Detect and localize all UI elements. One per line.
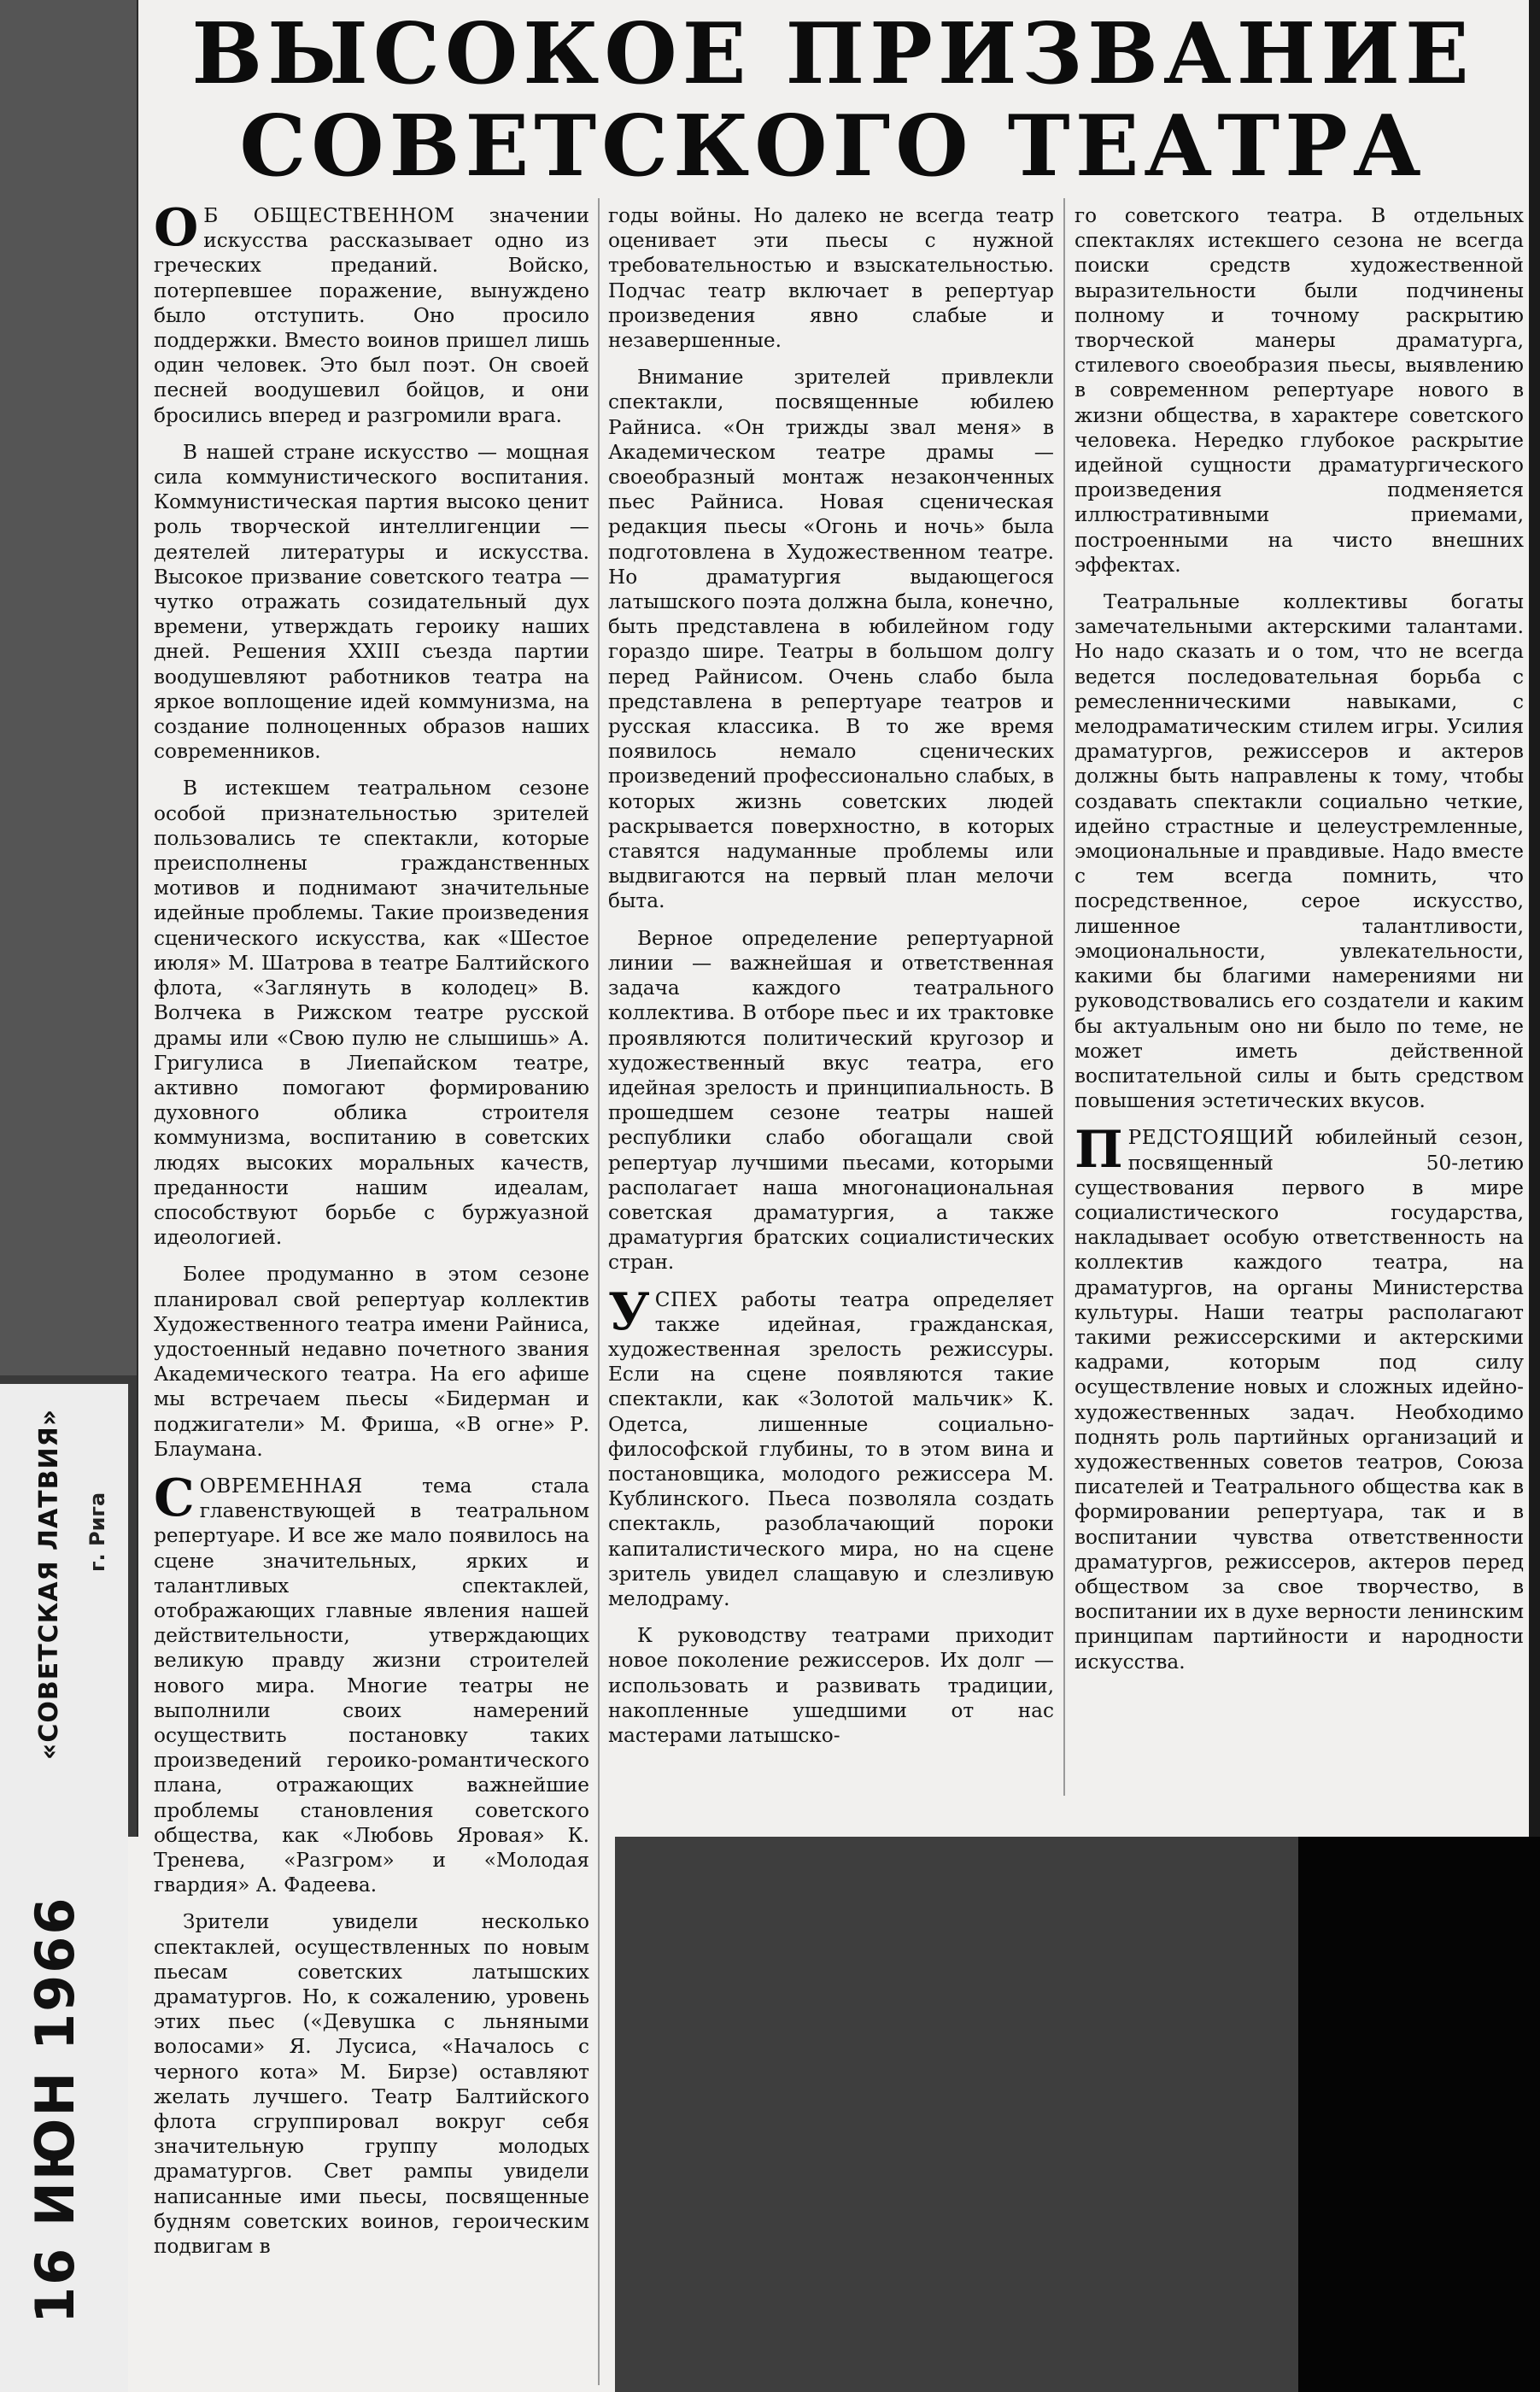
article-paragraph	[1074, 1120, 1524, 1674]
article-paragraph	[154, 1909, 589, 2259]
column-rule	[598, 198, 600, 2385]
article-paragraph	[608, 926, 1054, 1275]
lead-in-caps: СПЕХ	[654, 1287, 718, 1311]
drop-cap: О	[154, 198, 199, 258]
lead-in-caps: РЕДСТОЯЩИЙ	[1127, 1126, 1294, 1150]
article-paragraph	[154, 776, 589, 1250]
column-rule	[1063, 198, 1065, 1796]
scan-background-left-upper	[0, 0, 137, 1375]
article-paragraph	[154, 1468, 589, 1897]
paragraph-text: Зрители увидели несколько спектаклей, осуществленных по новым пьесам советских латышских драматургов. Но, к сожалению, уровень этих пьес («Девушка с льняными волосами» Я. Лусиса, «Началось с черного кота» М. Бирзе) оставляют желать лучшего. Театр Балтийского флота сгруппировал вокруг себя значительную группу молодых драматургов. Свет рампы увидели написанные ими пьесы, посвященные будням советских воинов, героическим подвигам в	[154, 1910, 589, 2259]
article-paragraph	[154, 1262, 589, 1462]
paragraph-text: юбилейный сезон, посвященный 50-летию существования первого в мире социалистического государства, накладывает особую ответственность на коллектив каждого театра, на драматургов, на органы Министерства культуры. Наши театры располагают такими режиссерскими и актерскими кадрами, которым под силу осуществление новых и сложных идейно-художественных задач. Необходимо поднять роль партийных организаций и художественных советов театров, Союза писателей и Театрального общества как в формировании репертуара, так и в воспитании чувства ответственности драматургов, режиссеров, актеров перед обществом за свое творчество, в воспитании их в духе верности ленинским принципам партийности и народности искусства.	[1074, 1126, 1524, 1674]
paragraph-text: Театральные коллективы богаты замечательными актерскими талантами. Но надо сказать и о том, что не всегда ведется последовательная борьба с ремесленническими навыками, с мелодраматическим стилем игры. Усилия драматургов, режиссеров и актеров должны быть направлены к тому, чтобы создавать спектакли социально четкие, идейно страстные и целеустремленные, эмоциональные и правдивые. Надо вместе с тем всегда помнить, что посредственное, серое искусство, лишенное талантливости, эмоциональности, увлекательности, какими бы благими намерениями ни руководствовались его создатели и каким бы актуальным оно ни было по теме, не может иметь действенной воспитательной силы и быть средством повышения эстетических вкусов.	[1074, 590, 1524, 1113]
article-paragraph	[1074, 203, 1524, 577]
article-column-3	[1074, 203, 1524, 1674]
drop-cap: У	[608, 1281, 650, 1342]
scan-background-corner	[1298, 1837, 1540, 2392]
article-paragraph	[1074, 589, 1524, 1113]
article-column-2	[608, 203, 1054, 1748]
paragraph-text: Верное определение репертуарной линии — важнейшая и ответственная задача каждого театрального коллектива. В отборе пьес и их трактовке проявляются политический кругозор и художественный вкус театра, его идейная зрелость и принципиальность. В прошедшем сезоне театры нашей республики слабо обогащали свой репертуар лучшими пьесами, которыми располагает наша многонациональная советская драматургия, а также драматургия братских социалистических стран.	[608, 926, 1054, 1275]
paragraph-text: работы театра определяет также идейная, гражданская, художественная зрелость режиссуры. Если на сцене появляются такие спектакли, как «Золотой мальчик» К. Одетса, лишенные социально-философской глубины, то в этом вина и постановщика, молодого режиссера М. Кублинского. Пьеса позволяла создать спектакль, разоблачающий пороки капиталистического мира, но на сцене зритель увидел слащавую и слезливую мелодраму.	[608, 1287, 1054, 1610]
lead-in-caps: Б ОБЩЕСТВЕННОМ	[203, 204, 455, 227]
paragraph-text: го советского театра. В отдельных спектаклях истекшего сезона не всегда поиски средств художественной выразительности были подчинены полному и точному раскрытию творческой манеры драматурга, стилевого своеобразия пьесы, выявлению в современном репертуаре нового в жизни общества, в характере советского человека. Нередко глубокое раскрытие идейной сущности драматургического произведения подменяется иллюстративными приемами, построенными на чисто внешних эффектах.	[1074, 204, 1524, 577]
stamp-date: 16 ИЮН 1966	[24, 1896, 86, 2324]
paragraph-text: Внимание зрителей привлекли спектакли, посвященные юбилею Райниса. «Он трижды звал меня» в Академическом театре драмы — своеобразный монтаж незаконченных пьес Райниса. Новая сценическая редакция пьесы «Огонь и ночь» была подготовлена в Художественном театре. Но драматургия выдающегося латышского поэта должна была, конечно, быть представлена в юбилейном году гораздо шире. Театры в большом долгу перед Райнисом. Очень слабо была представлена в репертуаре театров и русская классика. В то же время появилось немало сценических произведений профессионально слабых, в которых жизнь советских людей раскрывается поверхностно, в которых ставятся надуманные проблемы или выдвигаются на первый план мелочи быта.	[608, 366, 1054, 913]
article-paragraph	[608, 365, 1054, 913]
article-paragraph	[154, 440, 589, 765]
article-paragraph	[608, 1281, 1054, 1612]
paragraph-text: К руководству театрами приходит новое поколение режиссеров. Их долг — использовать и развивать традиции, накопленные ушедшими от нас мастерами латышско-	[608, 1624, 1054, 1747]
scan-background-bottom	[615, 1837, 1298, 2392]
paragraph-text: тема стала главенствующей в театральном репертуаре. И все же мало появилось на сцене значительных, ярких и талантливых спектаклей, отображающих главные явления нашей действительности, утверждающих великую правду жизни строителей нового мира. Многие театры не выполнили своих намерений осуществить постановку таких произведений героико-романтического плана, отражающих важнейшие проблемы становления советского общества, как «Любовь Яровая» К. Тренева, «Разгром» и «Молодая гвардия» А. Фадеева.	[154, 1474, 589, 1897]
paragraph-text: В истекшем театральном сезоне особой признательностью зрителей пользовались те спектакли, которые преисполнены гражданственных мотивов и поднимают значительные идейные проблемы. Такие произведения сценического искусства, как «Шестое июля» М. Шатрова в театре Балтийского флота, «Заглянуть в колодец» В. Волчека в Рижском театре русской драмы или «Свою пулю не слышишь» А. Григулиса в Лиепайском театре, активно помогают формированию духовного облика строителя коммунизма, воспитанию в советских людях высоких моральных качеств, преданности нашим идеалам, способствуют борьбе с буржуазной идеологией.	[154, 777, 589, 1250]
stamp-source-name: «СОВЕТСКАЯ ЛАТВИЯ»	[34, 1408, 64, 1760]
lead-in-caps: ОВРЕМЕННАЯ	[199, 1474, 363, 1498]
paragraph-text: В нашей стране искусство — мощная сила коммунистического воспитания. Коммунистическая партия высоко ценит роль творческой интеллигенции — деятелей литературы и искусства. Высокое призвание советского театра — чутко отражать созидательный дух времени, утверждать героику наших дней. Решения XXIII съезда партии воодушевляют работников театра на яркое воплощение идей коммунизма, на создание полноценных образов наших современников.	[154, 440, 589, 764]
article-headline	[145, 5, 1520, 196]
paragraph-text: значении искусства рассказывает одно из греческих преданий. Войско, потерпевшее поражение, вынуждено было отступить. Оно просило поддержки. Вместо воинов пришел лишь один человек. Это был поэт. Он своей песней воодушевил бойцов, и они бросились вперед и разгромили врага.	[154, 204, 590, 427]
article-column-1	[154, 198, 590, 2259]
headline-line-1: ВЫСОКОЕ ПРИЗВАНИЕ	[191, 5, 1474, 103]
article-paragraph	[608, 203, 1054, 353]
drop-cap: С	[154, 1468, 195, 1528]
paragraph-text: годы войны. Но далеко не всегда театр оценивает эти пьесы с нужной требовательностью и взыскательностью. Подчас театр включает в репертуар произведения явно слабые и незавершенные.	[608, 204, 1054, 353]
article-paragraph	[154, 198, 590, 428]
paragraph-text: Более продуманно в этом сезоне планировал свой репертуар коллектив Художественного театра имени Райниса, удостоенный недавно почетного звания Академического театра. На его афише мы встречаем пьесы «Бидерман и поджигатели» М. Фриша, «В огне» Р. Блаумана.	[154, 1263, 589, 1461]
headline-line-2: СОВЕТСКОГО ТЕАТРА	[239, 97, 1426, 196]
article-paragraph	[608, 1623, 1054, 1748]
stamp-city: г. Рига	[85, 1492, 109, 1572]
drop-cap: П	[1074, 1120, 1123, 1181]
